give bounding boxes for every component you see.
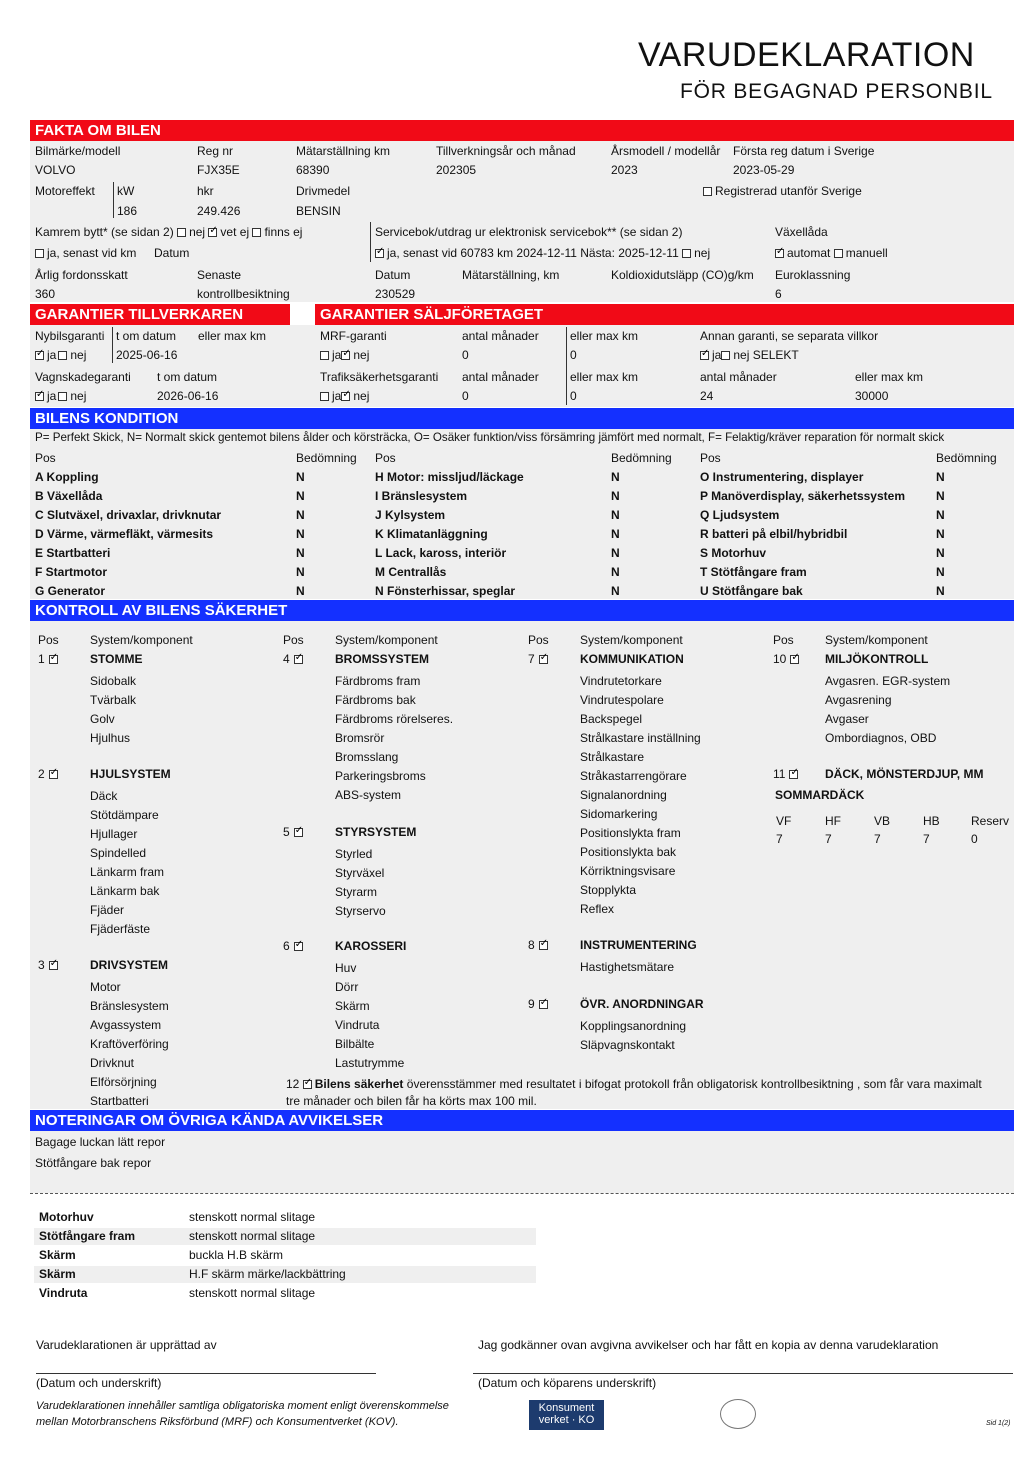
timing-no-checkbox[interactable]	[177, 228, 186, 237]
body-date: 2026-06-16	[157, 389, 219, 403]
deviation-description: H.F skärm märke/lackbättring	[189, 1267, 346, 1281]
condition-item: F Startmotor	[35, 565, 107, 579]
brand-label: Bilmärke/modell	[35, 144, 121, 158]
mfg-value: 202305	[436, 163, 477, 177]
warranty-manufacturer-header: GARANTIER TILLVERKAREN	[30, 304, 290, 325]
safety-component: Vindrutespolare	[580, 693, 664, 707]
model-year-label: Årsmodell / modellår	[611, 144, 721, 158]
deviation-description: stenskott normal slitage	[189, 1229, 316, 1243]
kw-value: 186	[117, 204, 138, 218]
condition-item: J Kylsystem	[375, 508, 446, 522]
other-km: 30000	[855, 389, 889, 403]
safety-system-header: System/komponent	[580, 633, 683, 647]
condition-item: G Generator	[35, 584, 106, 598]
condition-rating: N	[936, 584, 945, 598]
new-car-maxkm-label: eller max km	[198, 329, 267, 343]
konsumentverket-logo: Konsument verket · KO	[529, 1400, 604, 1430]
safety-component: Dörr	[335, 980, 359, 994]
tyre-label: HF	[825, 814, 841, 828]
service-no-checkbox[interactable]	[682, 249, 691, 258]
inspection-date-value: 230529	[375, 287, 416, 301]
safety-group-pos[interactable]: 5✓	[283, 825, 306, 839]
safety-group-checkbox[interactable]	[49, 655, 58, 664]
timing-none-checkbox[interactable]	[252, 228, 261, 237]
safety-component: Ombordiagnos, OBD	[825, 731, 937, 745]
safety-component: Startbatteri	[90, 1094, 149, 1108]
condition-rating: N	[296, 470, 305, 484]
body-yes-checkbox[interactable]	[35, 392, 44, 401]
co2-label: Koldioxidutsläpp (CO)g/km	[611, 268, 754, 282]
other-warranty-label: Annan garanti, se separata villkor	[700, 329, 879, 343]
first-reg-value: 2023-05-29	[733, 163, 795, 177]
condition-rating: N	[296, 584, 305, 598]
safety-component: Strålkastare	[580, 750, 645, 764]
safety-group-title: HJULSYSTEM	[90, 767, 171, 781]
first-reg-label: Första reg datum i Sverige	[733, 144, 875, 158]
condition-rating: N	[936, 508, 945, 522]
safety-component: Bromsslang	[335, 750, 399, 764]
safety-component: Färdbroms rörelseres.	[335, 712, 454, 726]
hp-label: hkr	[197, 184, 214, 198]
mrf-label: MRF-garanti	[320, 329, 387, 343]
safety-group-pos[interactable]: 4✓	[283, 652, 306, 666]
buyer-signature-label: (Datum och köparens underskrift)	[478, 1376, 657, 1390]
safety-group-checkbox[interactable]	[294, 655, 303, 664]
safety-component: Stötdämpare	[90, 808, 159, 822]
condition-rating: N	[936, 470, 945, 484]
prepared-by-label: Varudeklarationen är upprättad av	[36, 1338, 217, 1352]
tyre-label: VB	[874, 814, 891, 828]
safety-group-checkbox[interactable]	[539, 1000, 548, 1009]
safety-group-checkbox[interactable]	[49, 961, 58, 970]
other-yes-checkbox[interactable]	[700, 351, 709, 360]
safety-group-checkbox[interactable]	[789, 770, 798, 779]
traffic-no-checkbox[interactable]	[341, 392, 350, 401]
other-months-label: antal månader	[700, 370, 777, 384]
safety-group-title: BROMSSYSTEM	[335, 652, 430, 666]
safety-statement-2: tre månader och bilen får ha körts max 100 mil.	[286, 1094, 537, 1108]
safety-component: Spindelled	[90, 846, 147, 860]
safety-component: Färdbroms bak	[335, 693, 416, 707]
body-tom-label: t om datum	[157, 370, 218, 384]
safety-pos-header: Pos	[528, 633, 549, 647]
mrf-km: 0	[570, 348, 577, 362]
summer-tyres-label: SOMMARDÄCK	[775, 788, 865, 802]
condition-legend: P= Perfekt Skick, N= Normalt skick gentemot bilens ålder och körsträcka, O= Osäker funktion/viss försämring jämfört med normalt, F= Felaktig/kräver reparation för normalt skick	[35, 431, 945, 444]
condition-rating: N	[936, 527, 945, 541]
condition-pos-header: Pos	[35, 451, 56, 465]
notes-section	[30, 1131, 1014, 1193]
safety-component: Styrled	[335, 847, 373, 861]
deviation-part: Motorhuv	[39, 1210, 94, 1224]
safety-component: Hjullager	[90, 827, 138, 841]
safety-system-header: System/komponent	[335, 633, 438, 647]
tyre-label: VF	[776, 814, 792, 828]
safety-component: Positionslykta bak	[580, 845, 677, 859]
condition-rating: N	[611, 508, 620, 522]
inspection-label: Senaste	[197, 268, 242, 282]
traffic-yes-checkbox[interactable]	[320, 392, 329, 401]
other-km-label: eller max km	[855, 370, 924, 384]
condition-rating: N	[936, 489, 945, 503]
document-subtitle: FÖR BEGAGNAD PERSONBIL	[680, 80, 993, 103]
safety-component: Skärm	[335, 999, 370, 1013]
condition-pos-header: Pos	[700, 451, 721, 465]
mrf-maxkm-label: eller max km	[570, 329, 639, 343]
approval-label: Jag godkänner ovan avgivna avvikelser och har fått en kopia av denna varudeklaration	[478, 1338, 939, 1352]
inspection-label-2: kontrollbesiktning	[197, 287, 290, 301]
mrf-months: 0	[462, 348, 469, 362]
tyre-depth: 7	[923, 832, 930, 846]
reg-label: Reg nr	[197, 144, 234, 158]
safety-component: Bränslesystem	[90, 999, 169, 1013]
deviation-description: buckla H.B skärm	[189, 1248, 284, 1262]
tyre-label: Reserv	[971, 814, 1010, 828]
condition-rating: N	[611, 584, 620, 598]
kw-label: kW	[117, 184, 135, 198]
condition-item: K Klimatanläggning	[375, 527, 488, 541]
safety-component: Hastighetsmätare	[580, 960, 675, 974]
condition-item: N Fönsterhissar, speglar	[375, 584, 516, 598]
condition-item: H Motor: missljud/läckage	[375, 470, 524, 484]
note-line: Bagage luckan lätt repor	[35, 1135, 166, 1149]
safety-group-title: ÖVR. ANORDNINGAR	[580, 997, 704, 1011]
odo-value: 68390	[296, 163, 330, 177]
gear-manual-checkbox[interactable]	[834, 249, 843, 258]
condition-item: Q Ljudsystem	[700, 508, 780, 522]
safety-group-title: DÄCK, MÖNSTERDJUP, MM	[825, 767, 984, 781]
safety-component: Bilbälte	[335, 1037, 375, 1051]
gear-label: Växellåda	[775, 225, 828, 239]
condition-item: I Bränslesystem	[375, 489, 468, 503]
safety-component: Backspegel	[580, 712, 643, 726]
deviation-description: stenskott normal slitage	[189, 1210, 316, 1224]
safety-component: Huv	[335, 961, 357, 975]
condition-item: C Slutväxel, drivaxlar, drivknutar	[35, 508, 222, 522]
condition-rating: N	[296, 527, 305, 541]
safety-component: Drivknut	[90, 1056, 135, 1070]
safety-group-pos[interactable]: 2✓	[38, 767, 61, 781]
new-car-yes-checkbox[interactable]	[35, 351, 44, 360]
condition-rating-header: Bedömning	[936, 451, 997, 465]
foreign-reg-checkbox[interactable]: Registrerad utanför Sverige	[703, 184, 862, 198]
condition-item: L Lack, kaross, interiör	[375, 546, 507, 560]
safety-group-pos[interactable]: 10✓	[773, 652, 802, 666]
new-car-tom-label: t om datum	[116, 329, 177, 343]
traffic-months: 0	[462, 389, 469, 403]
tyre-depth: 0	[971, 832, 978, 846]
inspection-odo-label: Mätarställning, km	[462, 268, 560, 282]
safety-header: KONTROLL AV BILENS SÄKERHET	[30, 600, 1014, 621]
safety-group-checkbox[interactable]	[294, 942, 303, 951]
brand-value: VOLVO	[35, 163, 76, 177]
safety-component: Släpvagnskontakt	[580, 1038, 675, 1052]
mrf-emblem-icon	[720, 1399, 756, 1429]
safety-group-title: INSTRUMENTERING	[580, 938, 697, 952]
safety-component: Positionslykta fram	[580, 826, 681, 840]
safety-component: Avgasren. EGR-system	[825, 674, 951, 688]
safety-component: Elförsörjning	[90, 1075, 157, 1089]
safety-component: Avgasrening	[825, 693, 892, 707]
deviation-part: Skärm	[39, 1267, 76, 1281]
safety-component: Sidobalk	[90, 674, 137, 688]
condition-rating: N	[296, 546, 305, 560]
safety-component: Däck	[90, 789, 118, 803]
safety-component: Motor	[90, 980, 121, 994]
mrf-months-label: antal månader	[462, 329, 539, 343]
tyre-depth: 7	[874, 832, 881, 846]
condition-item: R batteri på elbil/hybridbil	[700, 527, 848, 541]
footer-note-2: mellan Motorbranschens Riksförbund (MRF) och Konsumentverket (KOV).	[36, 1416, 399, 1428]
safety-component: Fjäderfäste	[90, 922, 151, 936]
condition-rating-header: Bedömning	[296, 451, 357, 465]
safety-group-title: DRIVSYSTEM	[90, 958, 169, 972]
fuel-value: BENSIN	[296, 204, 341, 218]
tyre-depth: 7	[825, 832, 832, 846]
safety-group-pos[interactable]: 7✓	[528, 652, 551, 666]
safety-group-title: KOMMUNIKATION	[580, 652, 684, 666]
footer-note-1: Varudeklarationen innehåller samtliga obligatoriska moment enligt överenskommelse	[36, 1400, 449, 1412]
safety-component: Kopplingsanordning	[580, 1019, 687, 1033]
hp-value: 249.426	[197, 204, 241, 218]
safety-group-checkbox[interactable]	[49, 770, 58, 779]
traffic-km: 0	[570, 389, 577, 403]
safety-component: Strålkastare inställning	[580, 731, 701, 745]
safety-system-header: System/komponent	[825, 633, 928, 647]
model-year-value: 2023	[611, 163, 638, 177]
traffic-warranty-label: Trafiksäkerhetsgaranti	[320, 370, 439, 384]
deviation-part: Vindruta	[39, 1286, 88, 1300]
safety-group-checkbox[interactable]	[790, 655, 799, 664]
condition-item: P Manöverdisplay, säkerhetssystem	[700, 489, 905, 503]
safety-component: Signalanordning	[580, 788, 667, 802]
safety-pos-header: Pos	[38, 633, 59, 647]
tyre-label: HB	[923, 814, 940, 828]
service-label: Servicebok/utdrag ur elektronisk servicebok** (se sidan 2)	[375, 225, 683, 239]
safety-group-title: STYRSYSTEM	[335, 825, 417, 839]
fakta-header: FAKTA OM BILEN	[30, 120, 1014, 141]
gear-auto-checkbox[interactable]	[775, 249, 784, 258]
reg-value: FJX35E	[197, 163, 240, 177]
new-car-date: 2025-06-16	[116, 348, 178, 362]
condition-item: U Stötfångare bak	[700, 584, 803, 598]
deviation-description: stenskott normal slitage	[189, 1286, 316, 1300]
condition-rating: N	[611, 546, 620, 560]
euro-value: 6	[775, 287, 782, 301]
timing-belt-row: Kamrem bytt* (se sidan 2) nej ✓ vet ej finns ej	[35, 225, 302, 239]
euro-label: Euroklassning	[775, 268, 851, 282]
condition-rating: N	[611, 489, 620, 503]
safety-component: Golv	[90, 712, 115, 726]
buyer-signature-line[interactable]	[473, 1373, 1013, 1374]
safety-component: Vindrutetorkare	[580, 674, 662, 688]
body-warranty-label: Vagnskadegaranti	[35, 370, 131, 384]
safety-component: Lastutrymme	[335, 1056, 405, 1070]
condition-item: M Centrallås	[375, 565, 447, 579]
notes-divider	[30, 1193, 1014, 1194]
safety-group-pos[interactable]: 6✓	[283, 939, 306, 953]
safety-group-title: MILJÖKONTROLL	[825, 652, 929, 666]
condition-rating: N	[936, 565, 945, 579]
fuel-label: Drivmedel	[296, 184, 351, 198]
power-label: Motoreffekt	[35, 184, 95, 198]
safety-component: Körriktningsvisare	[580, 864, 676, 878]
document-title: VARUDEKLARATION	[638, 36, 975, 74]
safety-component: Avgaser	[825, 712, 869, 726]
safety-group-pos[interactable]: 3✓	[38, 958, 61, 972]
safety-group-checkbox[interactable]	[539, 941, 548, 950]
safety-system-header: System/komponent	[90, 633, 193, 647]
other-months: 24	[700, 389, 714, 403]
notes-header: NOTERINGAR OM ÖVRIGA KÄNDA AVVIKELSER	[30, 1110, 1014, 1131]
safety-component: Styrväxel	[335, 866, 385, 880]
condition-item: A Koppling	[35, 470, 99, 484]
safety-group-title: KAROSSERI	[335, 939, 407, 953]
safety-component: Reflex	[580, 902, 615, 916]
condition-item: B Växellåda	[35, 489, 103, 503]
safety-group-pos[interactable]: 9✓	[528, 997, 551, 1011]
safety-component: Länkarm bak	[90, 884, 160, 898]
timing-yes-checkbox[interactable]	[35, 249, 44, 258]
service-yes-checkbox[interactable]	[375, 249, 384, 258]
safety-group-pos[interactable]: 11✓	[773, 767, 801, 781]
condition-header: BILENS KONDITION	[30, 408, 1014, 429]
safety-component: Stopplykta	[580, 883, 637, 897]
safety-component: ABS-system	[335, 788, 402, 802]
safety-group-title: STOMME	[90, 652, 143, 666]
condition-rating-header: Bedömning	[611, 451, 672, 465]
safety-checkbox[interactable]	[303, 1080, 312, 1089]
safety-component: Styrarm	[335, 885, 377, 899]
safety-component: Sidomarkering	[580, 807, 658, 821]
safety-component: Bromsrör	[335, 731, 385, 745]
page-number: Sid 1(2)	[986, 1420, 1011, 1427]
safety-component: Tvärbalk	[90, 693, 137, 707]
condition-item: O Instrumentering, displayer	[700, 470, 864, 484]
tyre-depth: 7	[776, 832, 783, 846]
safety-component: Kraftöverföring	[90, 1037, 169, 1051]
body-no-checkbox[interactable]	[58, 392, 67, 401]
new-car-warranty-label: Nybilsgaranti	[35, 329, 105, 343]
safety-component: Vindruta	[335, 1018, 380, 1032]
condition-pos-header: Pos	[375, 451, 396, 465]
condition-item: S Motorhuv	[700, 546, 766, 560]
mfg-label: Tillverkningsår och månad	[436, 144, 576, 158]
safety-component: Hjulhus	[90, 731, 131, 745]
mrf-yes-checkbox[interactable]	[320, 351, 329, 360]
tax-label: Årlig fordonsskatt	[35, 268, 128, 282]
traffic-maxkm-label: eller max km	[570, 370, 639, 384]
condition-rating: N	[296, 508, 305, 522]
condition-rating: N	[611, 527, 620, 541]
new-car-no-checkbox[interactable]	[58, 351, 67, 360]
condition-rating: N	[611, 470, 620, 484]
deviation-part: Stötfångare fram	[39, 1229, 136, 1243]
safety-component: Avgassystem	[90, 1018, 162, 1032]
condition-rating: N	[936, 546, 945, 560]
safety-group-checkbox[interactable]	[539, 655, 548, 664]
deviation-part: Skärm	[39, 1248, 76, 1262]
timing-date-label: Datum	[154, 246, 190, 260]
mrf-no-checkbox[interactable]	[341, 351, 350, 360]
safety-group-checkbox[interactable]	[294, 828, 303, 837]
safety-component: Länkarm fram	[90, 865, 165, 879]
safety-component: Fjäder	[90, 903, 125, 917]
warranty-seller-header: GARANTIER SÄLJFÖRETAGET	[315, 304, 1014, 325]
safety-component: Färdbroms fram	[335, 674, 421, 688]
condition-item: T Stötfångare fram	[700, 565, 807, 579]
condition-rating: N	[611, 565, 620, 579]
other-no-checkbox[interactable]	[721, 351, 730, 360]
safety-component: Styrservo	[335, 904, 386, 918]
condition-item: E Startbatteri	[35, 546, 111, 560]
safety-pos-header: Pos	[283, 633, 304, 647]
condition-rating: N	[296, 565, 305, 579]
condition-rating: N	[296, 489, 305, 503]
traffic-months-label: antal månader	[462, 370, 539, 384]
inspection-date-label: Datum	[375, 268, 411, 282]
safety-statement: 12 ✓ Bilens säkerhet överensstämmer med resultatet i bifogat protokoll från obligatorisk kontrollbesiktning , som får vara maximalt	[286, 1077, 982, 1091]
odo-label: Mätarställning km	[296, 144, 391, 158]
note-line: Stötfångare bak repor	[35, 1156, 152, 1170]
tax-value: 360	[35, 287, 56, 301]
safety-pos-header: Pos	[773, 633, 794, 647]
safety-group-pos[interactable]: 8✓	[528, 938, 551, 952]
condition-item: D Värme, värmefläkt, värmesits	[35, 527, 214, 541]
safety-group-pos[interactable]: 1✓	[38, 652, 61, 666]
safety-component: Stråkastarrengörare	[580, 769, 687, 783]
safety-component: Parkeringsbroms	[335, 769, 426, 783]
seller-signature-line[interactable]	[36, 1373, 376, 1374]
timing-unknown-checkbox[interactable]	[208, 228, 217, 237]
seller-signature-label: (Datum och underskrift)	[36, 1376, 162, 1390]
